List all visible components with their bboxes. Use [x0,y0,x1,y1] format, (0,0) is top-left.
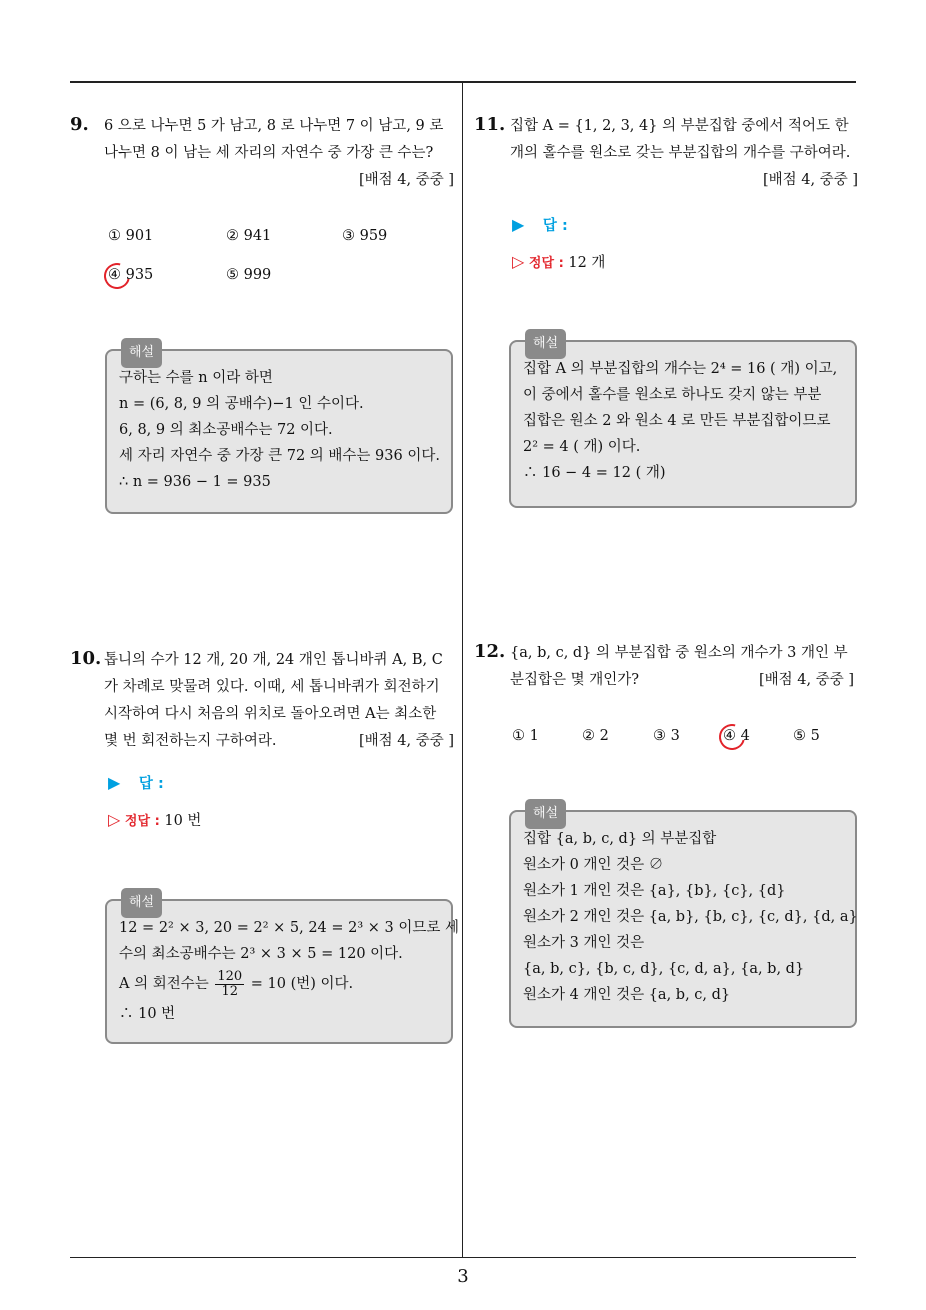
q11-correct-row [512,251,605,272]
q11-answer-row [512,214,568,235]
q12-solution-box [509,806,858,1028]
q10-text: 톱니의 수가 12 개, 20 개, 24 개인 톱니바퀴 A, B, C 가 차례로 맞물려 있다. 이때, 세 톱니바퀴가 회전하기 시작하여 다시 처음의 위치로 돌아오려면 A는 최소한 몇 번 회전하는지 구하여라. [104,652,443,749]
q12-choice-4[interactable]: ④ 4 [723,728,750,744]
q9-solution-line: 구하는 수를 n 이라 하면 [119,370,273,386]
q9-choice-1[interactable]: ① 901 [108,228,154,244]
q12-solution-line: 원소가 0 개인 것은 ∅ [523,857,664,873]
q9-text: 6 으로 나누면 5 가 남고, 8 로 나누면 7 이 남고, 9 로 나누면 8 이 남는 세 자리의 자연수 중 가장 큰 수는? [104,118,444,161]
q10-correct-value: 10 번 [164,813,202,829]
q9-solution-line: ∴ n = 936 − 1 = 935 [119,474,271,490]
q10-answer-row [108,772,164,793]
q10-solution-text: A 의 회전수는 [119,976,209,992]
q11-solution-line: 2² = 4 ( 개) 이다. [523,439,641,455]
q11-solution-line: 집합 A 의 부분집합의 개수는 2⁴ = 16 ( 개) 이고, [523,361,838,377]
q10-frac-num: 120 [217,968,243,984]
q12-solution-line: {a, b, c}, {b, c, d}, {c, d, a}, {a, b, d} [523,961,805,977]
q12-score: [배점 4, 중중 ] [758,672,854,688]
play-icon: ▶ [108,773,121,792]
q12-number: 12. [474,641,506,662]
q11-score: [배점 4, 중중 ] [762,172,858,188]
q10-solution-line: ∴ 10 번 [119,1006,176,1022]
q9-solution-line: 세 자리 자연수 중 가장 큰 72 의 배수는 936 이다. [119,448,440,464]
q11-solution-line: 이 중에서 홀수를 원소로 하나도 갖지 않는 부분 [523,387,822,403]
q10-solution-tag: 해설 [121,888,162,918]
q11-solution-tag: 해설 [525,329,566,359]
q10-solution-line: 12 = 2² × 3, 20 = 2² × 5, 24 = 2³ × 3 이므로 세 [119,920,460,936]
play-icon: ▶ [512,215,525,234]
q10-solution-box [105,895,460,1044]
q11-solution-line: 집합은 원소 2 와 원소 4 로 만든 부분집합이므로 [523,413,831,429]
q12-choices [512,728,852,752]
q10-number: 10. [70,648,102,669]
q10-fraction [215,970,244,999]
q10-solution-line: 수의 최소공배수는 2³ × 3 × 5 = 120 이다. [119,946,403,962]
q9-solution-box [105,345,453,514]
q12-solution-tag: 해설 [525,799,566,829]
q9-number: 9. [70,114,89,135]
q12-solution-line: 원소가 2 개인 것은 {a, b}, {b, c}, {c, d}, {d, a} [523,909,858,925]
q10-score: [배점 4, 중중 ] [358,733,454,749]
q12-choice-2[interactable]: ② 2 [582,728,609,744]
q12-score-row [510,667,854,694]
q11-number: 11. [474,114,506,135]
q12-solution-line: 원소가 3 개인 것은 [523,935,645,951]
q12-solution-line: 원소가 1 개인 것은 {a}, {b}, {c}, {d} [523,883,786,899]
q11-solution-line: ∴ 16 − 4 = 12 ( 개) [523,465,666,481]
q9-solution-tag: 해설 [121,338,162,368]
q9-choice-2[interactable]: ② 941 [226,228,272,244]
column-divider [462,83,463,1258]
q9-solution-line: n = (6, 8, 9 의 공배수)−1 인 수이다. [119,396,364,412]
q11-correct-value: 12 개 [568,255,606,271]
q9-score: [배점 4, 중중 ] [358,172,454,188]
q12-solution-line: 원소가 4 개인 것은 {a, b, c, d} [523,987,731,1003]
q12-choice-5[interactable]: ⑤ 5 [793,728,820,744]
q10-answer-label: 답 : [138,776,164,792]
q11-block [510,113,858,194]
bottom-rule [70,1257,856,1258]
q11-answer-label: 답 : [542,218,568,234]
q12-choice-3[interactable]: ③ 3 [653,728,680,744]
top-rule [70,81,856,83]
q11-correct-label: 정답 : [528,256,564,271]
q10-frac-den: 12 [221,983,239,999]
q9-choice-4[interactable]: ④ 935 [108,267,154,283]
q10-correct-row [108,809,201,830]
q10-solution-line [119,967,439,1001]
q9-choice-3[interactable]: ③ 959 [342,228,388,244]
q11-text: 집합 A = {1, 2, 3, 4} 의 부분집합 중에서 적어도 한 개의 홀수를 원소로 갖는 부분집합의 개수를 구하여라. [510,118,851,161]
outline-triangle-icon: ▷ [108,810,121,829]
q9-choice-5[interactable]: ⑤ 999 [226,267,272,283]
q9-choices [108,228,438,288]
q9-solution-line: 6, 8, 9 의 최소공배수는 72 이다. [119,422,333,438]
q12-solution-line: 집합 {a, b, c, d} 의 부분집합 [523,831,717,847]
q10-solution-text: = 10 (번) 이다. [250,976,354,992]
q12-text: {a, b, c, d} 의 부분집합 중 원소의 개수가 3 개인 부분집합은 몇 개인가? [510,645,848,688]
q11-solution-box [509,336,857,508]
q12-choice-1[interactable]: ① 1 [512,728,539,744]
outline-triangle-icon: ▷ [512,252,525,271]
q10-correct-label: 정답 : [124,814,160,829]
page-number: 3 [457,1266,469,1287]
q9-block [104,113,454,194]
q10-score-row [104,728,454,755]
